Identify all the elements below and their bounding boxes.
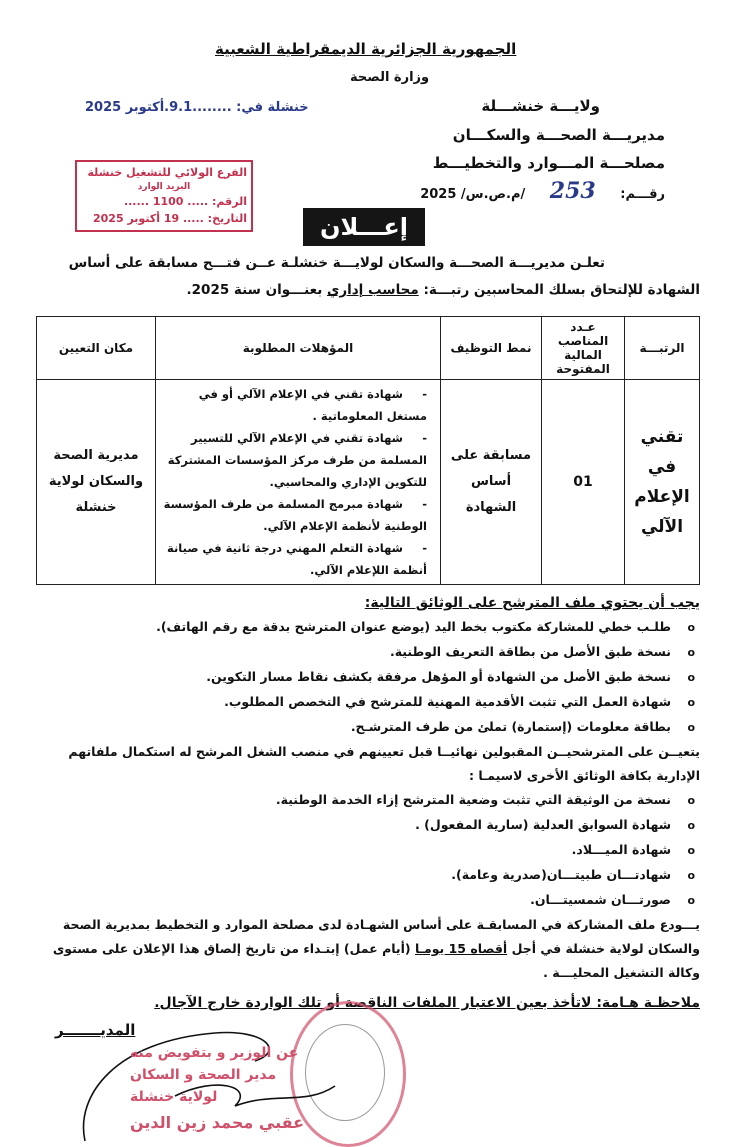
signature-stamp-line: لولاية خنشلة — [130, 1089, 218, 1105]
accepted-paragraph — [35, 740, 700, 788]
header-rank: الرتبـــة — [625, 317, 700, 380]
stamp-line: التاريخ: ..... 19 أكتوبر 2025 — [93, 212, 247, 225]
signature-stamp-line: مدير الصحة و السكان — [130, 1067, 277, 1083]
table-row — [37, 380, 700, 585]
header-posts: عـدد المناصب المالية المفتوحة — [542, 317, 625, 380]
docs-heading: يجب أن يحتوي ملف المترشح على الوثائق التالية: — [364, 595, 700, 611]
doc-item: o بطاقة معلومات (إستمارة) تملئ من طرف المترشـح. — [35, 715, 700, 740]
qualification-item: - شهادة تقني في الإعلام الآلي أو في مستغل المعلوماتية . — [159, 383, 427, 427]
signature-block — [35, 1021, 700, 1146]
announcement-title: إعـــلان — [303, 208, 425, 246]
ref-label: رقـــم: — [620, 187, 665, 202]
doc-item: o طلـب خطي للمشاركة مكتوب بخط اليد (يوضع عنوان المترشح بدقة مع رقم الهاتف). — [35, 615, 700, 640]
director-name: عقبي محمد زين الدين — [130, 1113, 305, 1132]
director-title: المديـــــــر — [55, 1021, 136, 1039]
ref-suffix: /م.ص.س/ 2025 — [420, 187, 526, 202]
header-mode: نمط التوظيف — [441, 317, 542, 380]
signature-stamp-line: عن الوزير و بتفويض منه — [130, 1045, 299, 1061]
extra-doc-item: o نسخة من الوثيقة التي تثبت وضعية المترشح إزاء الخدمة الوطنية. — [35, 788, 700, 813]
deposit-line-1: يـــودع ملف المشاركة في المسابقـة على أساس الشهـادة لدى مصلحة الموارد و التخطيط بمديرية الصحة والسكان لولاية — [62, 917, 700, 956]
deposit-text: (أيام عمل) إبتـداء من تاريخ إلصاق هذا الإعلان على مستوى وكالة التشغيل المحليـــة . — [52, 941, 700, 980]
document-body — [35, 250, 700, 1146]
ministry: وزارة الصحة — [350, 70, 430, 85]
header-qualifications: المؤهلات المطلوبة — [156, 317, 441, 380]
extra-doc-item: o شهادة السوابق العدلية (سارية المفعول) . — [35, 813, 700, 838]
qualification-item: - شهادة تقني في الإعلام الآلي للتسيير المسلمة من طرف مركز المؤسسات المشتركة للتكوين الإداري والمحاسبي. — [159, 427, 427, 493]
table-header-row — [37, 317, 700, 380]
positions-table — [36, 316, 700, 585]
service: مصلحـــة المـــوارد والتخطيـــط — [432, 154, 665, 172]
qualification-item: - شهادة التعلم المهني درجة ثانية في صيانة أنظمة اللإعلام الآلي. — [159, 537, 427, 581]
cell-mode: مسابقة على أساس الشهادة — [441, 380, 542, 585]
cell-place: مديرية الصحة والسكان لولاية خنشلة — [37, 380, 156, 585]
doc-item: o شهادة العمل التي تثبت الأقدمية المهنية للمترشح في التخصص المطلوب. — [35, 690, 700, 715]
stamp-line: الرقم: ..... 1100 ...... — [123, 195, 247, 208]
important-note: ملاحظـة هـامة: لاتأخذ بعين الاعتبار الملفات الناقصة أو تلك الواردة خارج الآجال. — [154, 995, 700, 1011]
cell-posts: 01 — [542, 380, 625, 585]
received-stamp — [75, 160, 253, 232]
qualification-item: - شهادة مبرمج المسلمة من طرف المؤسسة الوطنية لأنظمة الإعلام الآلي. — [159, 493, 427, 537]
deadline: أقصاه 15 يومـا — [414, 941, 508, 956]
intro-paragraph — [35, 250, 700, 304]
wilaya: ولايـــة خنشـــلة — [481, 97, 600, 115]
ref-number: 253 — [549, 178, 596, 204]
directorate: مديريـــة الصحـــة والسكـــان — [452, 126, 665, 144]
intro-line-1: تعلـن مديريـــة الصحـــة والسكان لولايـــة خنشلـة عــن فتـــح مسابقة على أساس الشهادة للإلتحاق بسلك — [68, 255, 700, 298]
place-date: خنشلة في: ........9.1.أكتوبر 2025 — [85, 100, 309, 115]
doc-item: o نسخة طبق الأصل من بطاقة التعريف الوطنية. — [35, 640, 700, 665]
extra-doc-item: o شهادتـــان طبيتـــان(صدرية وعامة). — [35, 863, 700, 888]
deposit-paragraph — [35, 913, 700, 985]
intro-text: المحاسبين رتبـــة: — [423, 282, 544, 298]
intro-text: بعنـــوان سنة 2025. — [186, 282, 323, 298]
rank-name: محاسب إداري — [326, 282, 419, 298]
cell-qualifications — [156, 380, 441, 585]
doc-item: o نسخة طبق الأصل من الشهادة أو المؤهل مرفقة بكشف نقاط مسار التكوين. — [35, 665, 700, 690]
reference-number — [420, 178, 665, 204]
extra-doc-item: o شهادة الميـــلاد. — [35, 838, 700, 863]
stamp-line: البريد الوارد — [137, 182, 191, 192]
cell-rank: تقني في الإعلام الآلي — [625, 380, 700, 585]
republic-title: الجمهورية الجزائرية الديمقراطية الشعبية — [215, 40, 517, 58]
accepted-line-1: يتعيــن على المترشحيــن المقبولين نهائيــا قبل تعيينهم في منصب الشغل المرشح له استكمال ملفاتهم الإدارية بكافة الوثائق — [68, 744, 700, 783]
deposit-text: خنشلة في أجل — [511, 941, 606, 956]
header-place: مكان التعيين — [37, 317, 156, 380]
accepted-line-2: الأخرى لاسيمـا : — [468, 768, 569, 783]
extra-doc-item: o صورتـــان شمسيتـــان. — [35, 888, 700, 913]
stamp-line: الفرع الولائي للتشغيل خنشلة — [87, 166, 247, 179]
